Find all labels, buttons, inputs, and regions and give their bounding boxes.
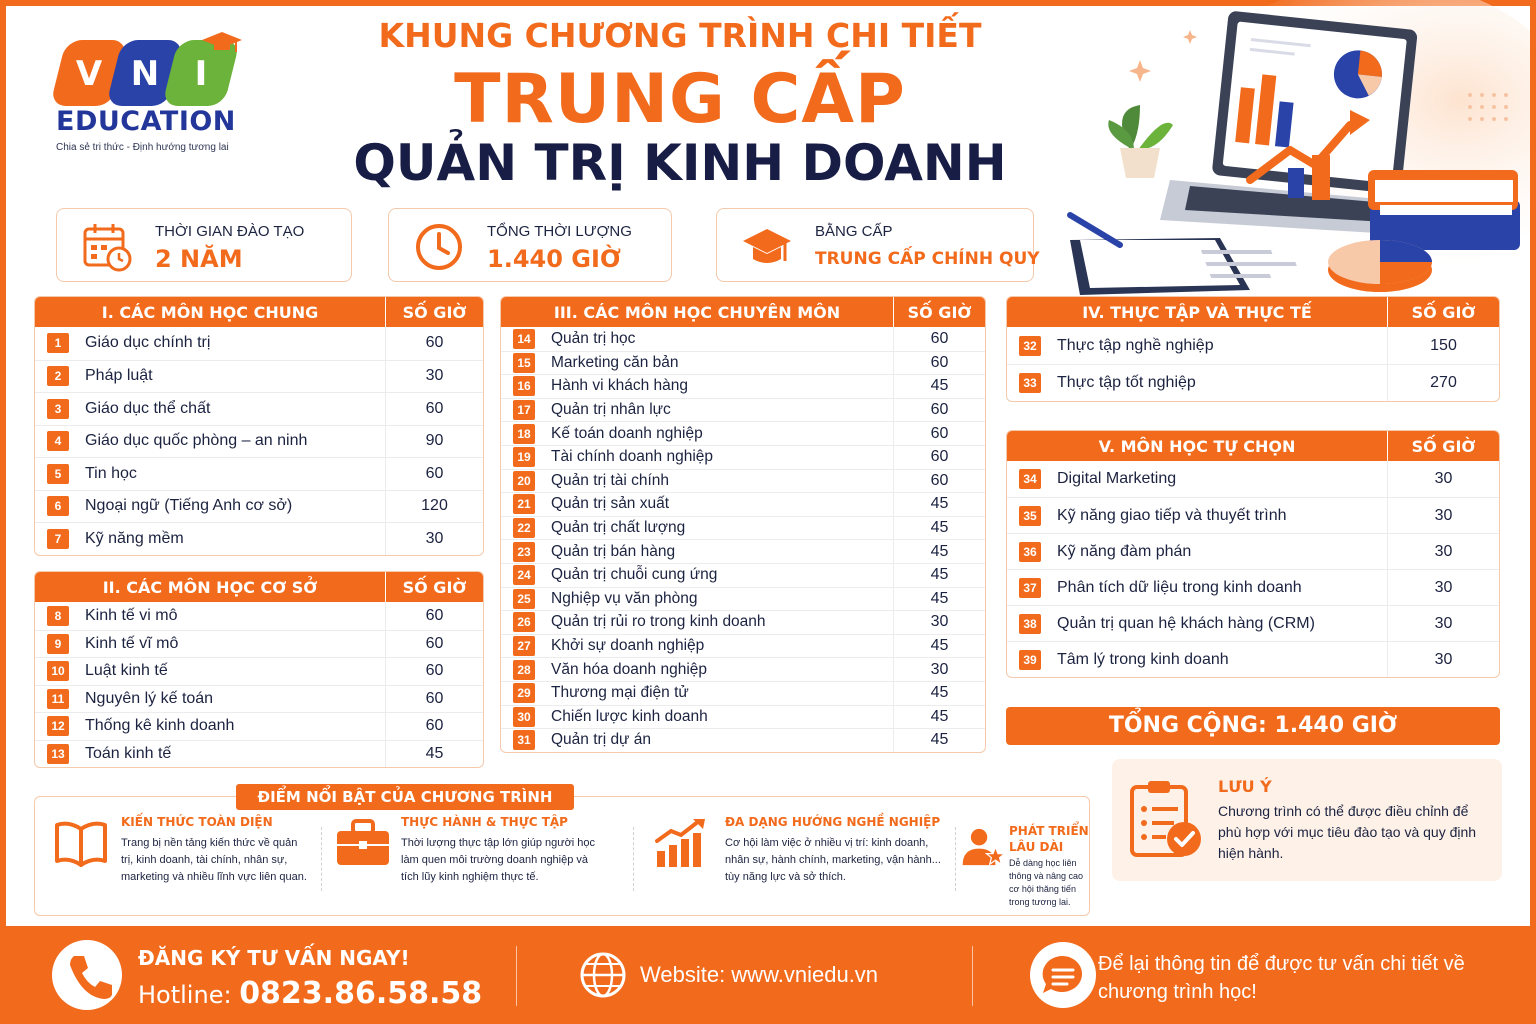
row-number: 20: [513, 471, 535, 491]
table-specialized-subjects: [500, 296, 986, 753]
row-number: 1: [47, 333, 69, 353]
highlight-body: Trang bị nền tảng kiến thức về quản trị, kinh doanh, tài chính, nhân sự, marketing và nhiều lĩnh vực liên quan.: [121, 837, 307, 883]
hours-header: SỐ GIỜ: [1387, 431, 1499, 461]
highlights-panel: [34, 796, 1090, 916]
subject-name: Thống kê kinh doanh: [85, 717, 235, 735]
subject-hours: 45: [893, 517, 985, 540]
table-row: [35, 740, 483, 768]
highlight-item: [961, 797, 1089, 915]
subject-name: Quản trị tài chính: [551, 471, 670, 489]
subject-name: Kỹ năng mềm: [85, 529, 184, 547]
subject-hours: 60: [893, 399, 985, 422]
row-number: 21: [513, 494, 535, 514]
website-link[interactable]: Website: www.vniedu.vn: [640, 962, 879, 987]
table-row: [1007, 641, 1499, 677]
subject-hours: 60: [385, 602, 483, 630]
subject-name: Thương mại điện tử: [551, 684, 689, 702]
row-number: 25: [513, 589, 535, 609]
hotline-label: Hotline:: [138, 981, 232, 1009]
row-number: 17: [513, 400, 535, 420]
table-title: IV. THỰC TẬP VÀ THỰC TẾ: [1082, 302, 1312, 322]
subject-name: Ngoại ngữ (Tiếng Anh cơ sở): [85, 497, 293, 515]
row-number: 4: [47, 431, 69, 451]
row-number: 26: [513, 612, 535, 632]
subject-name: Quản trị nhân lực: [551, 401, 671, 419]
subject-name: Quản trị bán hàng: [551, 542, 676, 560]
table-row: [35, 685, 483, 713]
subject-hours: 45: [893, 493, 985, 516]
subject-name: Quản trị chuỗi cung ứng: [551, 566, 718, 584]
divider: [321, 827, 322, 891]
row-number: 10: [47, 661, 69, 681]
vni-logo[interactable]: [52, 40, 252, 160]
subject-name: Pháp luật: [85, 367, 153, 385]
subject-hours: 30: [1387, 461, 1499, 497]
phone-button[interactable]: [52, 940, 122, 1010]
table-row: [35, 490, 483, 523]
subject-hours: 45: [893, 706, 985, 729]
highlight-body: Thời lượng thực tập lớn giúp người học làm quen môi trường doanh nghiệp và tích lũy kinh nghiệm thực tế.: [401, 837, 596, 883]
info-label: THỜI GIAN ĐÀO TẠO: [155, 223, 305, 240]
growth-chart-icon: [653, 817, 709, 869]
row-number: 7: [47, 529, 69, 549]
globe-icon: [578, 950, 628, 1000]
table-row: [1007, 461, 1499, 497]
highlight-title: KIẾN THỨC TOÀN DIỆN: [121, 815, 273, 829]
table-row: [501, 705, 985, 729]
divider: [955, 827, 956, 891]
row-number: 37: [1019, 578, 1041, 598]
subject-name: Digital Marketing: [1057, 470, 1177, 487]
clock-icon: [413, 221, 465, 273]
subject-name: Kỹ năng đàm phán: [1057, 542, 1192, 560]
highlight-body: Cơ hội làm việc ở nhiều vị trí: kinh doanh, nhân sự, hành chính, marketing, vận hành... tùy năng lực và sở thích.: [725, 837, 941, 883]
subject-name: Quản trị học: [551, 329, 636, 347]
table-row: [501, 657, 985, 681]
subject-hours: 120: [385, 491, 483, 523]
table-basic-subjects: [34, 571, 484, 768]
subject-hours: 60: [385, 631, 483, 658]
page-title: TRUNG CẤP: [454, 60, 906, 139]
row-number: 36: [1019, 542, 1041, 562]
hotline-number[interactable]: 0823.86.58.58: [239, 976, 483, 1011]
table-row: [35, 360, 483, 393]
table-row: [501, 681, 985, 705]
subject-hours: 45: [893, 540, 985, 563]
subject-hours: 30: [1387, 570, 1499, 605]
row-number: 8: [47, 606, 69, 626]
subject-name: Toán kinh tế: [85, 744, 172, 762]
logo-letter-v: V: [75, 54, 103, 94]
info-value: 1.440 GIỜ: [487, 245, 621, 273]
row-number: 13: [47, 744, 69, 764]
subject-hours: 270: [1387, 365, 1499, 401]
row-number: 6: [47, 496, 69, 516]
row-number: 29: [513, 683, 535, 703]
table-row: [501, 445, 985, 469]
subject-hours: 30: [385, 361, 483, 393]
logo-slogan: Chia sẻ tri thức - Định hướng tương lai: [56, 142, 229, 153]
subject-name: Quản trị chất lượng: [551, 519, 686, 537]
highlight-item: [335, 797, 625, 915]
table-row: [501, 469, 985, 493]
row-number: 33: [1019, 373, 1041, 393]
table-row: [501, 492, 985, 516]
chat-bubble-icon: [1030, 942, 1096, 1008]
graduation-cap-icon: [741, 221, 793, 273]
row-number: 18: [513, 424, 535, 444]
info-value: TRUNG CẤP CHÍNH QUY: [815, 249, 1040, 269]
table-row: [501, 351, 985, 375]
subject-hours: 60: [893, 446, 985, 469]
table-general-subjects: [34, 296, 484, 556]
table-row: [1007, 327, 1499, 364]
subject-hours: 60: [385, 686, 483, 713]
table-row: [35, 522, 483, 555]
subject-name: Văn hóa doanh nghiệp: [551, 660, 708, 678]
table-row: [501, 398, 985, 422]
hotline[interactable]: [138, 976, 482, 1011]
row-number: 30: [513, 707, 535, 727]
subject-hours: 60: [385, 393, 483, 425]
hours-header: SỐ GIỜ: [893, 297, 985, 327]
table-row: [501, 587, 985, 611]
chat-button[interactable]: [1030, 942, 1096, 1008]
subject-name: Giáo dục chính trị: [85, 334, 211, 352]
subject-hours: 60: [893, 352, 985, 375]
graduation-cap-icon: [202, 32, 242, 54]
subject-name: Nguyên lý kế toán: [85, 689, 214, 707]
footer-divider: [516, 946, 517, 1006]
table-row: [1007, 364, 1499, 401]
highlights-title: ĐIỂM NỔI BẬT CỦA CHƯƠNG TRÌNH: [236, 784, 574, 810]
clipboard-check-icon: [1128, 777, 1204, 861]
table-row: [501, 610, 985, 634]
info-total-hours: [388, 208, 672, 282]
row-number: 9: [47, 634, 69, 654]
table-row: [501, 539, 985, 563]
table-row: [35, 425, 483, 458]
info-label: TỔNG THỜI LƯỢNG: [487, 223, 632, 240]
subject-name: Tâm lý trong kinh doanh: [1057, 650, 1229, 668]
table-row: [501, 516, 985, 540]
subject-hours: 30: [385, 523, 483, 555]
subject-name: Giáo dục quốc phòng – an ninh: [85, 432, 308, 450]
subject-name: Luật kinh tế: [85, 662, 168, 680]
row-number: 15: [513, 353, 535, 373]
row-number: 32: [1019, 336, 1041, 356]
highlight-body: Dễ dàng học liên thông và nâng cao cơ hội thăng tiến trong tương lai.: [1009, 858, 1084, 907]
subject-hours: 60: [893, 470, 985, 493]
table-row: [35, 657, 483, 685]
subject-name: Thực tập tốt nghiệp: [1057, 374, 1196, 391]
table-row: [501, 421, 985, 445]
subject-name: Kỹ năng giao tiếp và thuyết trình: [1057, 506, 1287, 524]
subject-name: Giáo dục thể chất: [85, 399, 211, 417]
row-number: 5: [47, 464, 69, 484]
person-star-icon: [961, 821, 1007, 873]
subject-name: Tài chính doanh nghiệp: [551, 448, 714, 466]
row-number: 22: [513, 518, 535, 538]
highlight-item: [653, 797, 953, 915]
subject-name: Chiến lược kinh doanh: [551, 707, 708, 725]
subject-hours: 45: [893, 564, 985, 587]
footer-bar: [0, 926, 1536, 1024]
subject-name: Quản trị sản xuất: [551, 495, 670, 513]
table-title: I. CÁC MÔN HỌC CHUNG: [101, 302, 319, 322]
note-box: [1112, 759, 1502, 881]
highlight-title: PHÁT TRIỂN LÂU DÀI: [1009, 824, 1089, 854]
total-hours-banner: TỔNG CỘNG: 1.440 GIỜ: [1006, 707, 1500, 745]
table-row: [35, 630, 483, 658]
row-number: 24: [513, 565, 535, 585]
logo-name: EDUCATION: [56, 106, 236, 137]
logo-letter-n: N: [130, 54, 160, 94]
table-row: [501, 563, 985, 587]
logo-letter-i: I: [194, 54, 208, 94]
briefcase-icon: [335, 817, 391, 869]
page-subtitle: KHUNG CHƯƠNG TRÌNH CHI TIẾT: [378, 16, 982, 55]
subject-name: Quản trị rủi ro trong kinh doanh: [551, 613, 766, 631]
subject-hours: 45: [385, 741, 483, 768]
subject-name: Tin học: [85, 464, 137, 482]
table-row: [501, 374, 985, 398]
calendar-clock-icon: [81, 221, 133, 273]
info-degree: [716, 208, 1040, 282]
subject-hours: 30: [893, 611, 985, 634]
footer-message: Để lại thông tin để được tư vấn chi tiết về chương trình học!: [1098, 953, 1465, 1003]
row-number: 39: [1019, 650, 1041, 670]
hours-header: SỐ GIỜ: [385, 572, 483, 602]
subject-hours: 60: [893, 327, 985, 351]
subject-hours: 45: [893, 588, 985, 611]
open-book-icon: [53, 817, 109, 869]
table-row: [35, 712, 483, 740]
divider: [633, 827, 634, 891]
subject-hours: 60: [385, 327, 483, 360]
row-number: 16: [513, 376, 535, 396]
table-row: [1007, 569, 1499, 605]
subject-name: Kinh tế vĩ mô: [85, 634, 179, 652]
subject-hours: 90: [385, 426, 483, 458]
laptop-illustration: [1050, 0, 1530, 300]
subject-hours: 45: [893, 635, 985, 658]
table-row: [35, 392, 483, 425]
row-number: 35: [1019, 506, 1041, 526]
highlight-title: ĐA DẠNG HƯỚNG NGHỀ NGHIỆP: [725, 815, 941, 829]
subject-hours: 30: [1387, 606, 1499, 641]
subject-hours: 150: [1387, 327, 1499, 364]
note-title: LƯU Ý: [1218, 777, 1272, 796]
row-number: 23: [513, 542, 535, 562]
info-value: 2 NĂM: [155, 245, 243, 273]
row-number: 19: [513, 447, 535, 467]
row-number: 31: [513, 730, 535, 750]
row-number: 28: [513, 660, 535, 680]
subject-hours: 30: [1387, 642, 1499, 677]
table-row: [1007, 605, 1499, 641]
table-internship: [1006, 296, 1500, 402]
table-title: III. CÁC MÔN HỌC CHUYÊN MÔN: [553, 302, 841, 322]
highlight-item: [53, 797, 323, 915]
subject-name: Kế toán doanh nghiệp: [551, 424, 703, 442]
table-row: [35, 457, 483, 490]
subject-name: Thực tập nghề nghiệp: [1057, 336, 1214, 354]
cta-text: ĐĂNG KÝ TƯ VẤN NGAY!: [138, 946, 410, 970]
table-title: V. MÔN HỌC TỰ CHỌN: [1098, 436, 1296, 456]
row-number: 38: [1019, 614, 1041, 634]
subject-hours: 45: [893, 682, 985, 705]
table-row: [1007, 533, 1499, 569]
hours-header: SỐ GIỜ: [385, 297, 483, 327]
subject-name: Phân tích dữ liệu trong kinh doanh: [1057, 578, 1302, 596]
table-row: [501, 327, 985, 351]
info-label: BẰNG CẤP: [815, 223, 893, 240]
highlight-title: THỰC HÀNH & THỰC TẬP: [401, 815, 568, 829]
info-duration: [56, 208, 352, 282]
subject-name: Khởi sự doanh nghiệp: [551, 637, 705, 655]
subject-hours: 60: [385, 458, 483, 490]
row-number: 11: [47, 689, 69, 709]
subject-name: Nghiệp vụ văn phòng: [551, 589, 698, 607]
table-title: II. CÁC MÔN HỌC CƠ SỞ: [102, 577, 318, 597]
subject-name: Hành vi khách hàng: [551, 377, 689, 395]
program-name: QUẢN TRỊ KINH DOANH: [353, 134, 1007, 192]
subject-name: Kinh tế vi mô: [85, 606, 178, 624]
subject-hours: 45: [893, 375, 985, 398]
subject-name: Quản trị dự án: [551, 731, 651, 749]
row-number: 3: [47, 399, 69, 419]
note-body: Chương trình có thể được điều chỉnh để phù hợp với mục tiêu đào tạo và quy định hiện hành.: [1218, 803, 1477, 861]
subject-name: Quản trị quan hệ khách hàng (CRM): [1057, 614, 1315, 632]
subject-hours: 60: [893, 422, 985, 445]
table-row: [1007, 497, 1499, 533]
phone-icon: [52, 940, 122, 1010]
row-number: 2: [47, 366, 69, 386]
subject-hours: 30: [893, 658, 985, 681]
hours-header: SỐ GIỜ: [1387, 297, 1499, 327]
subject-hours: 45: [893, 729, 985, 752]
row-number: 27: [513, 636, 535, 656]
table-row: [501, 634, 985, 658]
table-row: [501, 728, 985, 752]
footer-divider: [972, 946, 973, 1006]
row-number: 34: [1019, 469, 1041, 489]
subject-hours: 30: [1387, 498, 1499, 533]
table-row: [35, 602, 483, 630]
row-number: 14: [513, 329, 535, 349]
subject-hours: 30: [1387, 534, 1499, 569]
subject-hours: 60: [385, 658, 483, 685]
table-row: [35, 327, 483, 360]
table-elective: [1006, 430, 1500, 678]
row-number: 12: [47, 716, 69, 736]
subject-name: Marketing căn bản: [551, 353, 679, 371]
subject-hours: 60: [385, 713, 483, 740]
